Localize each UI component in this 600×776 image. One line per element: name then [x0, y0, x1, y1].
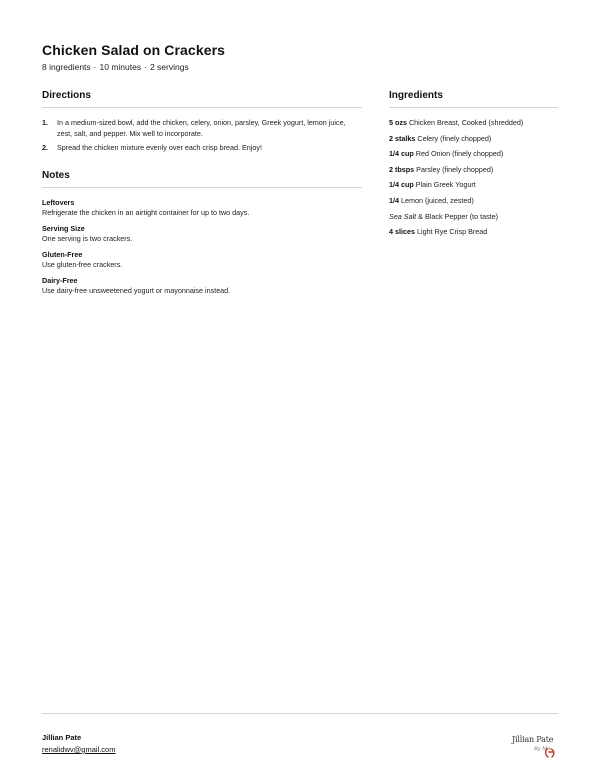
author-name: Jillian Pate — [42, 733, 82, 742]
notes-list — [42, 198, 362, 302]
step-text: In a medium-sized bowl, add the chicken, celery, onion, parsley, Greek yogurt, lemon juice, zest, salt, and pepper. Mix well to incorporate. — [57, 118, 346, 138]
directions-heading: Directions — [42, 90, 91, 101]
note-title: Leftovers — [42, 198, 75, 207]
direction-step — [42, 143, 362, 154]
ingredient-name: & Black Pepper (to taste) — [418, 211, 499, 221]
ingredient-item — [389, 212, 564, 222]
step-text: Spread the chicken mixture evenly over each crisp bread. Enjoy! — [57, 143, 262, 152]
ingredient-quantity: 1/4 cup — [389, 149, 414, 159]
logo-mark-icon — [545, 748, 557, 758]
ingredient-item — [389, 134, 564, 144]
note-item — [42, 276, 362, 295]
note-title: Serving Size — [42, 224, 85, 233]
brand-logo — [512, 735, 560, 761]
directions-divider — [42, 107, 362, 108]
author-email-link[interactable]: renalidwv@gmail.com — [42, 745, 116, 754]
ingredient-item — [389, 165, 564, 175]
note-title: Gluten-Free — [42, 250, 83, 259]
ingredient-item — [389, 118, 564, 128]
recipe-title: Chicken Salad on Crackers — [42, 42, 226, 58]
logo-text: Jillian Pate — [512, 735, 554, 744]
direction-step — [42, 118, 362, 139]
note-item — [42, 224, 362, 243]
note-text: One serving is two crackers. — [42, 233, 133, 243]
note-title: Dairy-Free — [42, 276, 78, 285]
ingredient-name: Lemon (juiced, zested) — [401, 195, 474, 205]
servings: 2 servings — [149, 62, 189, 72]
ingredients-list — [389, 118, 564, 243]
ingredient-item — [389, 149, 564, 159]
note-text: Refrigerate the chicken in an airtight container for up to two days. — [42, 207, 250, 217]
meta-separator: · — [93, 62, 97, 72]
notes-heading: Notes — [42, 170, 70, 181]
logo-subtext: By Me — [534, 746, 551, 752]
recipe-meta — [42, 62, 189, 72]
ingredient-quantity: 1/4 cup — [389, 180, 414, 190]
notes-divider — [42, 187, 362, 188]
ingredient-count: 8 ingredients — [42, 62, 91, 72]
ingredient-name-italic: Sea Salt — [389, 211, 417, 221]
footer-divider — [42, 713, 558, 714]
ingredient-quantity: 2 stalks — [389, 133, 416, 143]
ingredient-item — [389, 227, 564, 237]
ingredient-name: Plain Greek Yogurt — [415, 180, 476, 190]
step-number: 2. — [42, 143, 48, 152]
ingredient-quantity: 4 slices — [389, 227, 415, 237]
ingredient-quantity: 1/4 — [389, 195, 399, 205]
note-item — [42, 250, 362, 269]
ingredient-item — [389, 196, 564, 206]
directions-list — [42, 118, 362, 158]
ingredients-heading: Ingredients — [389, 90, 443, 101]
ingredient-quantity: 2 tbsps — [389, 164, 415, 174]
ingredient-name: Chicken Breast, Cooked (shredded) — [408, 118, 524, 127]
note-text: Use gluten-free crackers. — [42, 259, 123, 269]
ingredient-name: Light Rye Crisp Bread — [416, 227, 488, 237]
ingredient-name: Parsley (finely chopped) — [416, 164, 494, 174]
note-item — [42, 198, 362, 217]
ingredients-divider — [389, 107, 558, 108]
ingredient-quantity: 5 ozs — [389, 118, 407, 127]
ingredient-name: Celery (finely chopped) — [417, 133, 492, 143]
prep-time: 10 minutes — [99, 62, 142, 72]
ingredient-item — [389, 180, 564, 190]
meta-separator: · — [144, 62, 147, 72]
step-number: 1. — [42, 118, 48, 127]
ingredient-name: Red Onion (finely chopped) — [415, 149, 504, 159]
note-text: Use dairy-free unsweetened yogurt or mayonnaise instead. — [42, 285, 231, 295]
